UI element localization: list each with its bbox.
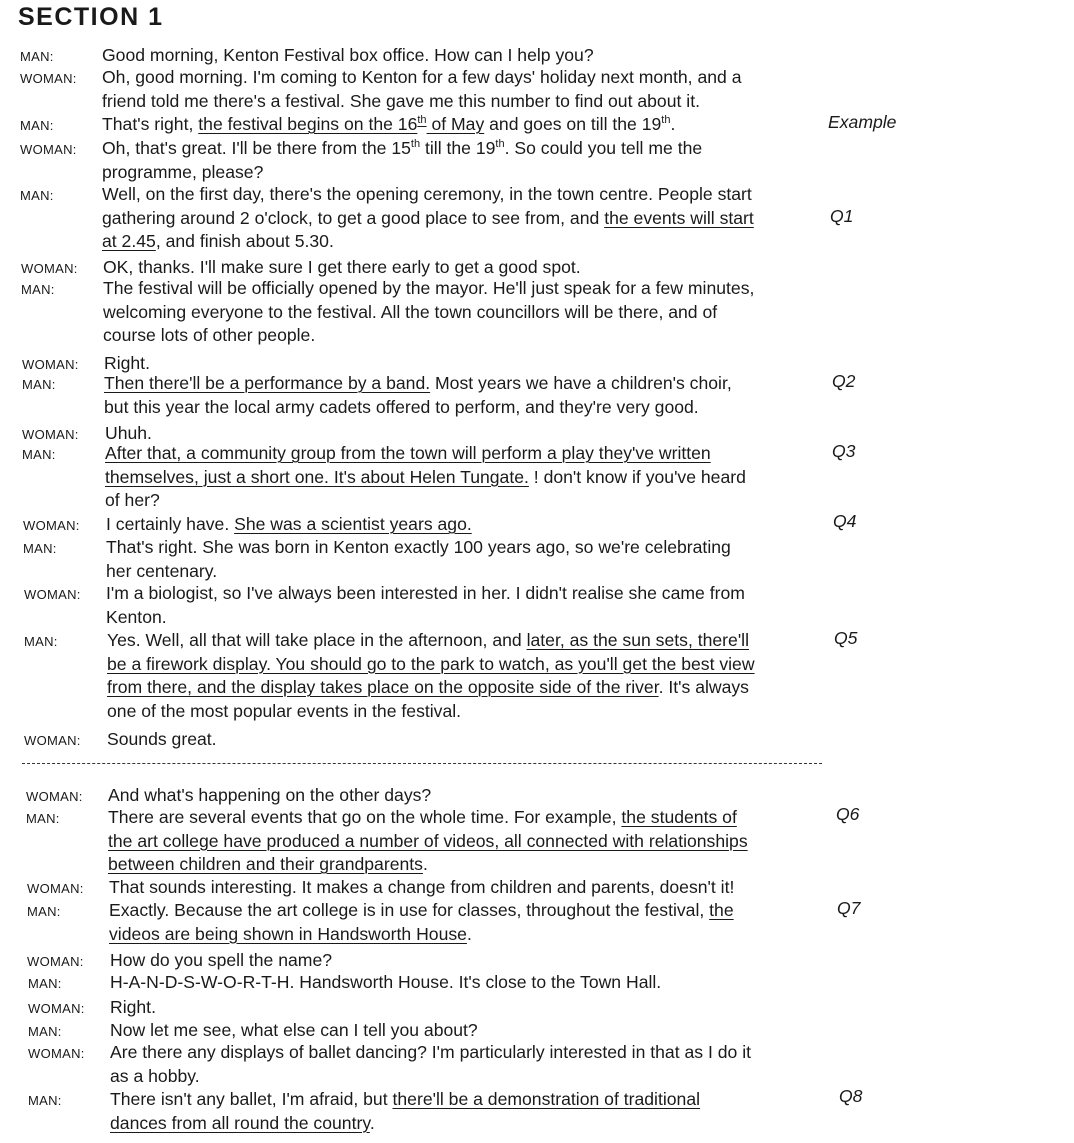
question-label-q1: Q1 xyxy=(830,206,854,226)
speech-text: th xyxy=(410,138,421,151)
speech-line xyxy=(102,207,754,231)
speaker-label: MAN: xyxy=(27,904,61,919)
speech-line: her centenary. xyxy=(106,560,218,581)
speech-line: Kenton. xyxy=(106,606,167,627)
speech-block xyxy=(109,876,734,900)
speech-line: Oh, good morning. I'm coming to Kenton for a few days' holiday next month, and a xyxy=(102,67,742,87)
speaker-label: MAN: xyxy=(28,1093,62,1108)
speech-block xyxy=(106,582,745,629)
speaker-label: MAN: xyxy=(26,811,60,826)
speech-line: Right. xyxy=(104,353,150,373)
speech-block xyxy=(110,1041,751,1088)
speech-line: That's right. She was born in Kenton exactly 100 years ago, so we're celebrating xyxy=(106,537,731,557)
underlined-answer-text: dances from all round the country xyxy=(110,1112,370,1133)
underlined-answer-text: After that, a community group from the town will perform a play they've written xyxy=(105,443,711,463)
speech-block xyxy=(106,513,472,537)
speaker-label: WOMAN: xyxy=(28,1001,85,1016)
speech-text: . So could you tell me the xyxy=(504,138,703,158)
speaker-label: MAN: xyxy=(21,282,55,297)
speech-line: How do you spell the name? xyxy=(110,950,333,970)
speech-text: Most years we have a children's choir, xyxy=(430,373,732,393)
speech-block xyxy=(107,629,755,723)
speech-block xyxy=(110,971,661,995)
speech-block xyxy=(103,277,754,348)
speech-line xyxy=(108,830,748,854)
speech-line xyxy=(108,806,748,830)
underlined-answer-text: Then there'll be a performance by a band. xyxy=(104,373,431,393)
speech-block xyxy=(105,442,746,513)
speech-line xyxy=(110,1112,700,1136)
speech-line: welcoming everyone to the festival. All the town councillors will be there, and of xyxy=(103,301,718,322)
speech-line: Now let me see, what else can I tell you about? xyxy=(110,1020,478,1040)
speaker-label: WOMAN: xyxy=(22,357,79,372)
speech-text: . xyxy=(670,114,676,134)
speaker-label: WOMAN: xyxy=(27,954,84,969)
speech-text: and goes on till the 19 xyxy=(484,114,662,134)
speech-block xyxy=(110,1088,700,1135)
speech-text: but this year the local army cadets offered to perform, and they're very good. xyxy=(104,396,699,417)
underlined-answer-text: the art college have produced a number of videos, all connected with relationships xyxy=(108,830,748,851)
speech-line xyxy=(102,230,754,254)
speech-text: . xyxy=(422,854,428,874)
underlined-answer-text: at 2.45 xyxy=(102,231,156,251)
speech-line: course lots of other people. xyxy=(103,325,316,345)
speech-line: I'm a biologist, so I've always been interested in her. I didn't realise she came from xyxy=(106,583,745,603)
speech-block xyxy=(107,728,217,752)
speech-text: There are several events that go on the whole time. For example, xyxy=(108,807,622,827)
question-label-q8: Q8 xyxy=(839,1086,863,1106)
speaker-label: WOMAN: xyxy=(22,427,79,442)
speech-block xyxy=(106,536,731,583)
speech-line: programme, please? xyxy=(102,161,264,182)
speech-line xyxy=(105,466,746,490)
speech-block xyxy=(110,1019,478,1043)
speech-line xyxy=(107,676,755,700)
speech-text: . It's always xyxy=(658,677,749,697)
speech-line: That sounds interesting. It makes a change from children and parents, doesn't it! xyxy=(109,877,735,897)
speaker-label: MAN: xyxy=(24,634,58,649)
speech-line: friend told me there's a festival. She gave me this number to find out about it. xyxy=(102,90,700,111)
speaker-label: WOMAN: xyxy=(28,1046,85,1061)
speech-block xyxy=(103,256,581,280)
speech-line: Sounds great. xyxy=(107,729,217,749)
question-label-q3: Q3 xyxy=(832,441,856,461)
speech-text: till the 19 xyxy=(420,138,496,158)
speech-text: , and finish about 5.30. xyxy=(155,231,334,251)
speech-block xyxy=(110,949,332,973)
speech-line: Good morning, Kenton Festival box office. How can I help you? xyxy=(102,45,594,65)
speech-line xyxy=(107,653,755,677)
speech-text: gathering around 2 o'clock, to get a good place to see from, and xyxy=(102,207,605,228)
speech-text: th xyxy=(495,138,505,151)
speech-line xyxy=(107,629,755,653)
speaker-label: WOMAN: xyxy=(20,71,77,86)
speech-line: as a hobby. xyxy=(110,1065,200,1086)
speaker-label: WOMAN: xyxy=(24,733,81,748)
speech-text: Yes. Well, all that will take place in the afternoon, and xyxy=(107,630,527,650)
speaker-label: WOMAN: xyxy=(27,881,84,896)
speech-text: That's right, xyxy=(102,114,199,134)
underlined-answer-text: videos are being shown in Handsworth House xyxy=(109,923,467,944)
speech-text: I certainly have. xyxy=(106,514,235,534)
speech-text: ! don't know if you've heard xyxy=(528,466,746,487)
question-label-q6: Q6 xyxy=(836,804,860,824)
speech-line: Are there any displays of ballet dancing? I'm particularly interested in that as I do it xyxy=(110,1042,751,1062)
speech-line xyxy=(109,923,734,947)
example-label: Example xyxy=(828,112,897,132)
underlined-answer-text: between children and their grandparents xyxy=(108,854,423,874)
speaker-label: WOMAN: xyxy=(21,261,78,276)
speech-block xyxy=(104,372,732,419)
speech-text: Oh, that's great. I'll be there from the 15 xyxy=(102,138,411,158)
underlined-answer-text: the xyxy=(709,900,734,920)
speech-line xyxy=(108,853,748,877)
underlined-answer-text: the festival begins on the 16 xyxy=(198,114,418,134)
speech-text: one of the most popular events in the festival. xyxy=(107,700,462,721)
speech-block xyxy=(102,44,594,68)
speech-block xyxy=(110,996,156,1020)
speech-line: OK, thanks. I'll make sure I get there early to get a good spot. xyxy=(103,257,581,277)
speech-text: There isn't any ballet, I'm afraid, but xyxy=(110,1089,393,1109)
underlined-answer-text: later, as the sun sets, there'll xyxy=(526,630,749,650)
speech-line: H-A-N-D-S-W-O-R-T-H. Handsworth House. It's close to the Town Hall. xyxy=(110,972,662,992)
speech-block xyxy=(108,806,748,877)
speaker-label: MAN: xyxy=(28,976,62,991)
speech-line: Well, on the first day, there's the opening ceremony, in the town centre. People start xyxy=(102,184,752,204)
speech-line xyxy=(102,113,675,137)
speech-line xyxy=(110,1088,700,1112)
speech-line xyxy=(105,442,746,466)
speech-line xyxy=(105,489,746,513)
speech-text: . xyxy=(369,1112,375,1133)
underlined-answer-text: She was a scientist years ago. xyxy=(234,514,472,534)
question-label-q7: Q7 xyxy=(837,898,861,918)
speaker-label: WOMAN: xyxy=(26,789,83,804)
underlined-answer-text: from there, and the display takes place on the opposite side of the river xyxy=(107,677,659,697)
speech-block xyxy=(109,899,734,946)
speech-block xyxy=(102,183,754,254)
speech-line: And what's happening on the other days? xyxy=(108,785,432,805)
underlined-answer-text: the students of xyxy=(621,807,737,827)
section-divider xyxy=(22,763,822,764)
speech-text: . xyxy=(466,923,472,944)
speech-text: Exactly. Because the art college is in use for classes, throughout the festival, xyxy=(109,900,710,920)
speech-block xyxy=(108,784,431,808)
underlined-answer-text: themselves, just a short one. It's about Helen Tungate. xyxy=(105,466,529,487)
speech-text: th xyxy=(661,114,671,127)
speech-line xyxy=(104,372,732,396)
speaker-label: MAN: xyxy=(23,541,57,556)
speech-text: of her? xyxy=(105,490,160,510)
speech-line: The festival will be officially opened by the mayor. He'll just speak for a few minutes, xyxy=(103,278,755,298)
question-label-q4: Q4 xyxy=(833,511,857,531)
speech-block xyxy=(102,113,675,137)
speech-line xyxy=(102,137,702,161)
underlined-answer-text: th xyxy=(417,114,427,127)
speaker-label: WOMAN: xyxy=(20,142,77,157)
speech-line xyxy=(104,396,732,420)
underlined-answer-text: the events will start xyxy=(604,207,754,228)
question-label-q2: Q2 xyxy=(832,371,856,391)
speech-block xyxy=(102,137,702,184)
speech-line xyxy=(109,899,734,923)
speaker-label: MAN: xyxy=(20,188,54,203)
speaker-label: MAN: xyxy=(28,1024,62,1039)
speech-line: Uhuh. xyxy=(105,423,152,443)
speaker-label: MAN: xyxy=(20,49,54,64)
speech-line xyxy=(106,513,472,537)
question-label-q5: Q5 xyxy=(834,628,858,648)
speaker-label: WOMAN: xyxy=(24,587,81,602)
underlined-answer-text: there'll be a demonstration of traditional xyxy=(392,1089,701,1109)
speaker-label: WOMAN: xyxy=(23,518,80,533)
speaker-label: MAN: xyxy=(22,377,56,392)
speech-line: Right. xyxy=(110,997,156,1017)
underlined-answer-text: of May xyxy=(426,114,485,134)
underlined-answer-text: be a firework display. You should go to the park to watch, as you'll get the best view xyxy=(107,653,755,674)
section-heading: SECTION 1 xyxy=(18,3,164,31)
speech-block xyxy=(102,66,741,113)
speaker-label: MAN: xyxy=(20,118,54,133)
speech-line xyxy=(107,700,755,724)
speaker-label: MAN: xyxy=(22,447,56,462)
